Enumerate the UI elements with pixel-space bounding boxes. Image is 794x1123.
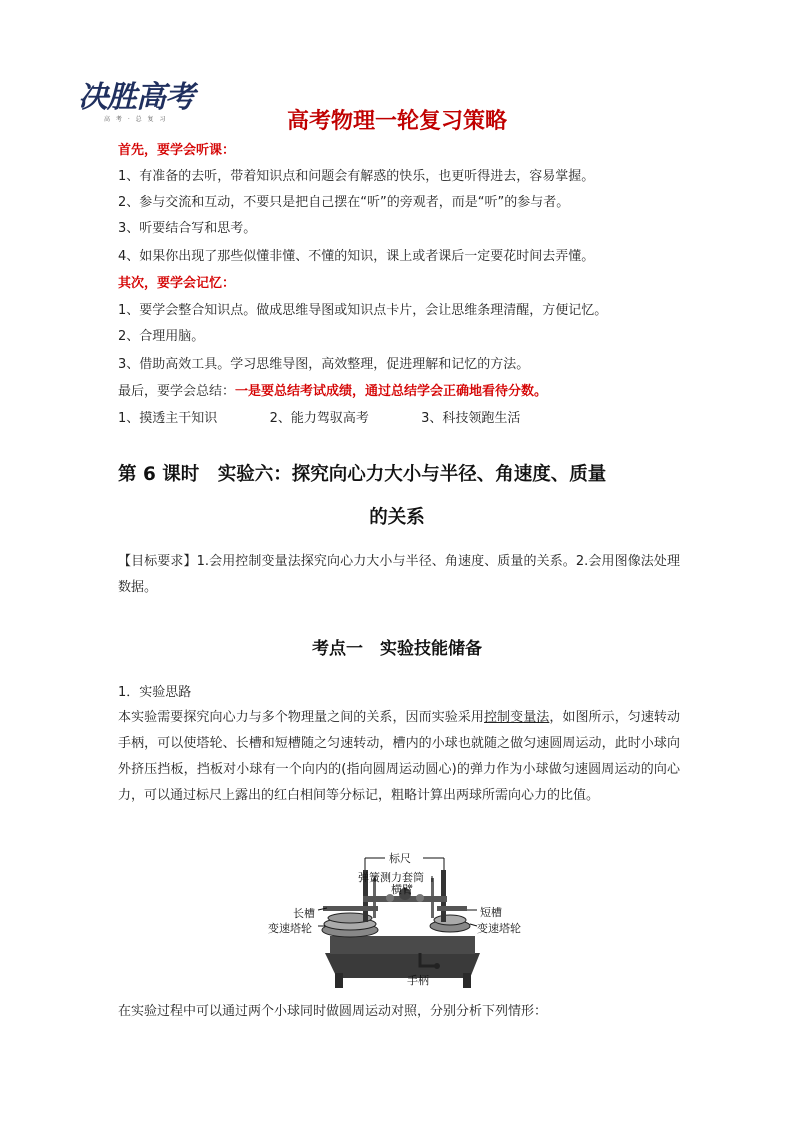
section2-item-1: 1、要学会整合知识点。做成思维导图或知识点卡片，会让思维条理清醒，方便记忆。 (118, 303, 608, 318)
closing-text: 在实验过程中可以通过两个小球同时做圆周运动对照，分别分析下列情形： (118, 1004, 548, 1019)
label-handle: 手柄 (407, 974, 429, 987)
label-right-pulley: 变速塔轮 (477, 922, 521, 935)
point-2: 2、能力驾驭高考 (269, 411, 369, 426)
idea-underlined: 控制变量法 (483, 710, 550, 725)
section2-item-3: 3、借助高效工具。学习思维导图，高效整理，促进理解和记忆的方法。 (118, 357, 530, 372)
logo-subtext: 高 考 · 总 复 习 (104, 116, 168, 123)
lesson-title-line1: 第 6 课时 实验六：探究向心力大小与半径、角速度、质量 (118, 464, 607, 485)
section1-item-1: 1、有准备的去听，带着知识点和问题会有解惑的快乐，也更听得进去，容易掌握。 (118, 169, 595, 184)
page-title: 高考物理一轮复习策略 (286, 109, 507, 134)
idea-text-1: 本实验需要探究向心力与多个物理量之间的关系，因而实验采用 (118, 710, 484, 725)
apparatus-figure (255, 848, 545, 996)
section-heading: 考点一 实验技能储备 (312, 639, 482, 659)
point-3: 3、科技领跑生活 (421, 411, 521, 426)
objective-tag: 【目标要求】 (118, 554, 197, 569)
section2-heading: 其次，要学会记忆： (118, 276, 236, 291)
objective (118, 549, 680, 601)
logo-text: 决胜高考 (78, 80, 194, 115)
section3-highlight: 一是要总结考试成绩，通过总结学会正确地看待分数。 (235, 384, 548, 399)
idea-paragraph (118, 705, 680, 809)
objective-text: 1.会用控制变量法探究向心力大小与半径、角速度、质量的关系。2.会用图像法处理数据。 (118, 554, 680, 595)
idea-text-2: ，如图所示，匀速转动手柄，可以使塔轮、长槽和短槽随之匀速转动，槽内的小球也就随之做匀速圆周运动，此时小球向外挤压挡板，挡板对小球有一个向内的(指向圆周运动圆心)的弹力作为小球做匀速圆周运动的向心力，可以通过标尺上露出的红白相间等分标记，粗略计算出两球所需向心力的比值。 (118, 710, 680, 803)
section1-heading: 首先，要学会听课： (118, 143, 236, 158)
label-cross-arm: 横臂 (391, 883, 413, 896)
label-long-slot: 长槽 (293, 907, 315, 920)
section3-points (118, 410, 678, 428)
label-spring-sleeve: 弹簧测力套筒 (358, 871, 424, 884)
section3-prefix: 最后，要学会总结： (118, 384, 236, 399)
lesson-title-line2: 的关系 (369, 507, 425, 528)
label-short-slot: 短槽 (480, 906, 502, 919)
label-left-pulley: 变速塔轮 (268, 922, 312, 935)
section1-item-3: 3、听要结合写和思考。 (118, 221, 257, 236)
section1-item-2: 2、参与交流和互动，不要只是把自己摆在“听”的旁观者，而是“听”的参与者。 (118, 195, 570, 210)
idea-heading: 1．实验思路 (118, 685, 192, 700)
point-1: 1、摸透主干知识 (118, 411, 218, 426)
section2-item-2: 2、合理用脑。 (118, 329, 205, 344)
section3-summary (118, 383, 678, 401)
section1-item-4: 4、如果你出现了那些似懂非懂、不懂的知识，课上或者课后一定要花时间去弄懂。 (118, 249, 595, 264)
label-ruler: 标尺 (389, 852, 411, 865)
